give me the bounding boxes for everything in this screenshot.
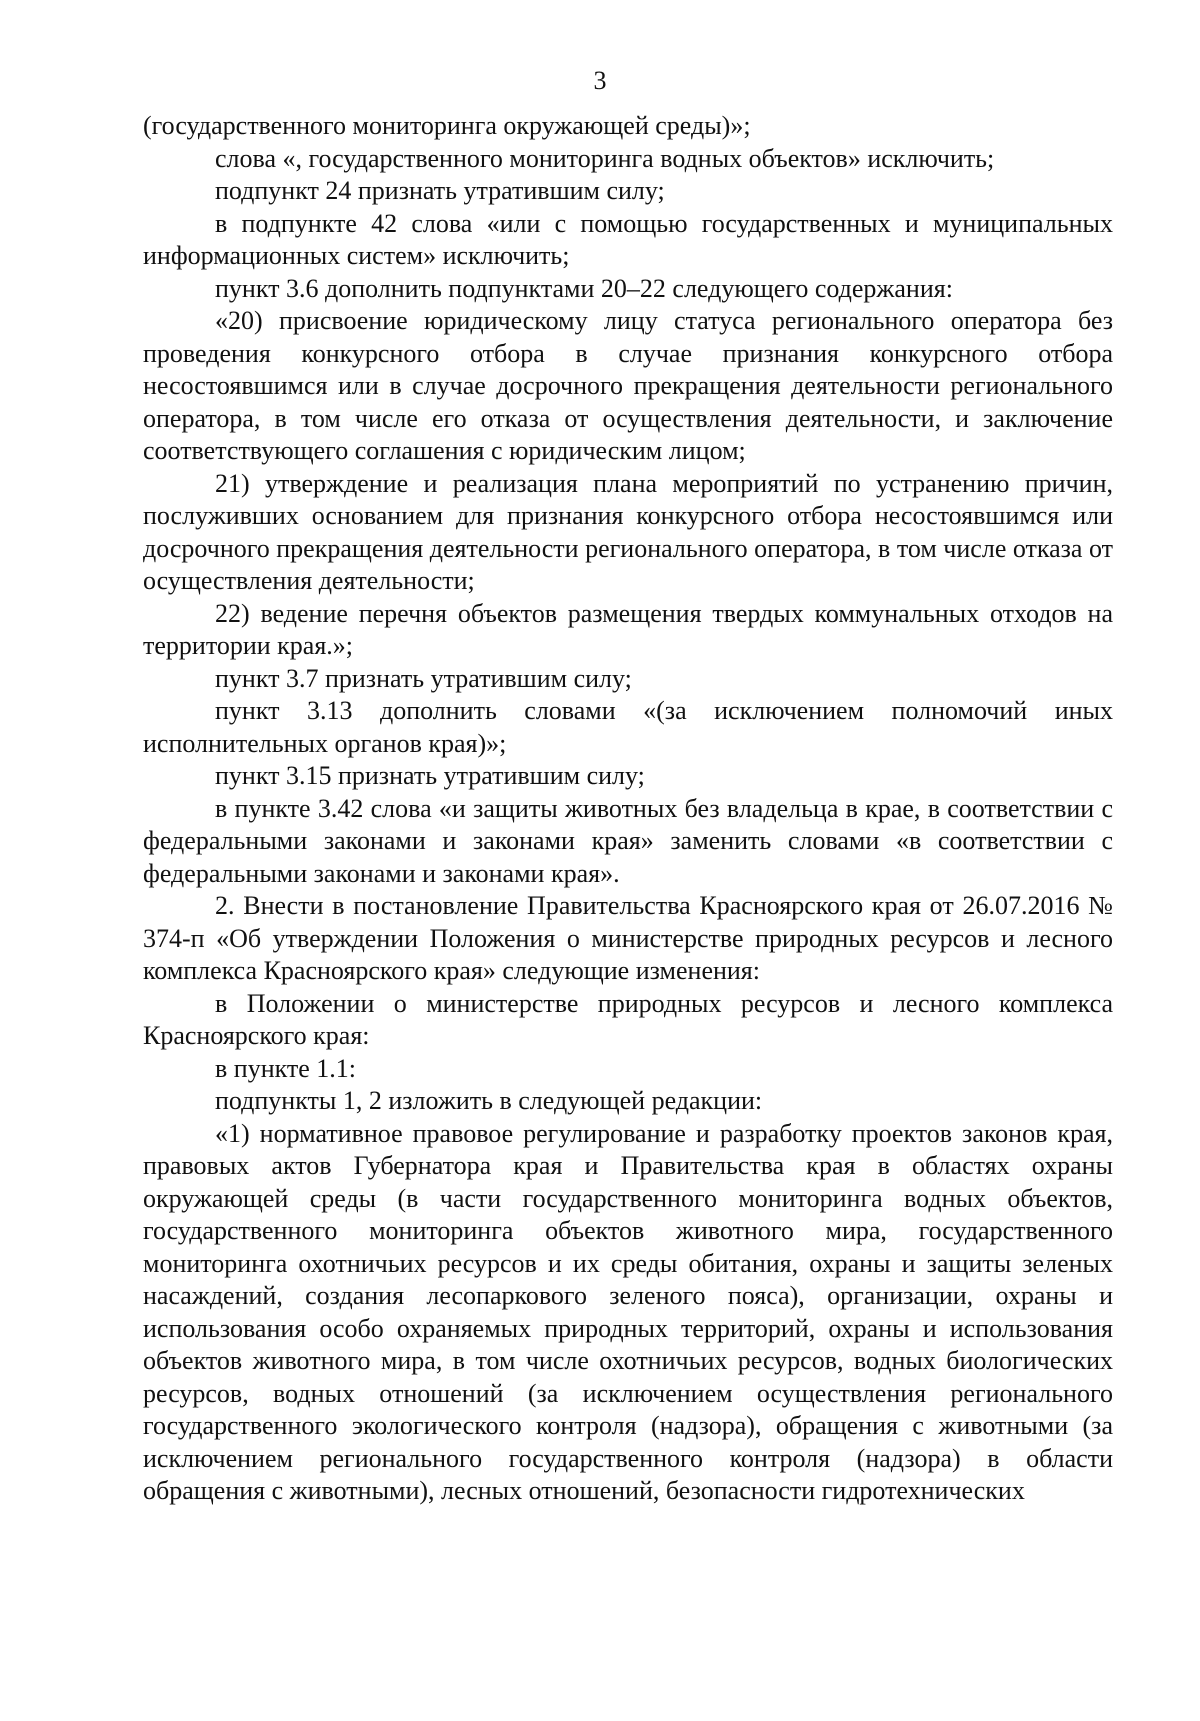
- paragraph: подпункты 1, 2 изложить в следующей редакции:: [215, 1086, 763, 1115]
- paragraph: в Положении о министерстве природных ресурсов и лесного комплекса Красноярского края:: [143, 988, 1113, 1050]
- paragraph: пункт 3.6 дополнить подпунктами 20–22 следующего содержания:: [215, 273, 953, 303]
- paragraph: пункт 3.13 дополнить словами «(за исключением полномочий иных исполнительных органов края)»;: [143, 696, 1113, 758]
- paragraph: подпункт 24 признать утратившим силу;: [215, 176, 665, 205]
- paragraph: 2. Внести в постановление Правительства Красноярского края от 26.07.2016 № 374-п «Об утверждении Положения о министерстве природных ресурсов и лесного комплекса Красноярского края» следующие изменения:: [143, 891, 1113, 985]
- page-number: 3: [593, 66, 607, 95]
- paragraph: «20) присвоение юридическому лицу статуса регионального оператора без проведения конкурсного отбора в случае признания конкурсного отбора несостоявшимся или в случае досрочного прекращения деятельности регионального оператора, в том числе его отказа от осуществления деятельности, и заключение соответствующего соглашения с юридическим лицом;: [143, 306, 1113, 465]
- paragraph: 21) утверждение и реализация плана мероприятий по устранению причин, послуживших основанием для признания конкурсного отбора несостоявшимся или досрочного прекращения деятельности регионального оператора, в том числе отказа от осуществления деятельности;: [143, 468, 1113, 595]
- paragraph: 22) ведение перечня объектов размещения твердых коммунальных отходов на территории края.»;: [143, 598, 1113, 660]
- paragraph: слова «, государственного мониторинга водных объектов» исключить;: [215, 143, 995, 173]
- paragraph: (государственного мониторинга окружающей среды)»;: [143, 111, 751, 140]
- paragraph: пункт 3.15 признать утратившим силу;: [215, 761, 645, 790]
- paragraph: в пункте 3.42 слова «и защиты животных без владельца в крае, в соответствии с федеральными законами и законами края» заменить словами «в соответствии с федеральными законами и законами края».: [143, 793, 1113, 888]
- paragraph: в пункте 1.1:: [215, 1053, 357, 1083]
- document-body: [143, 110, 1113, 1508]
- paragraph: «1) нормативное правовое регулирование и разработку проектов законов края, правовых актов Губернатора края и Правительства края в областях охраны окружающей среды (в части государственного мониторинга водных объектов, государственного мониторинга объектов животного мира, государственного мониторинга охотничьих ресурсов и их среды обитания, охраны и защиты зеленых насаждений, создания лесопаркового зеленого пояса), организации, охраны и использования особо охраняемых природных территорий, охраны и использования объектов животного мира, в том числе охотничьих ресурсов, водных биологических ресурсов, водных отношений (за исключением осуществления регионального государственного экологического контроля (надзора), обращения с животными (за исключением регионального государственного контроля (надзора) в области обращения с животными), лесных отношений, безопасности гидротехнических: [143, 1118, 1113, 1505]
- paragraph: в подпункте 42 слова «или с помощью государственных и муниципальных информационных систем» исключить;: [143, 208, 1113, 270]
- paragraph: пункт 3.7 признать утратившим силу;: [215, 663, 632, 693]
